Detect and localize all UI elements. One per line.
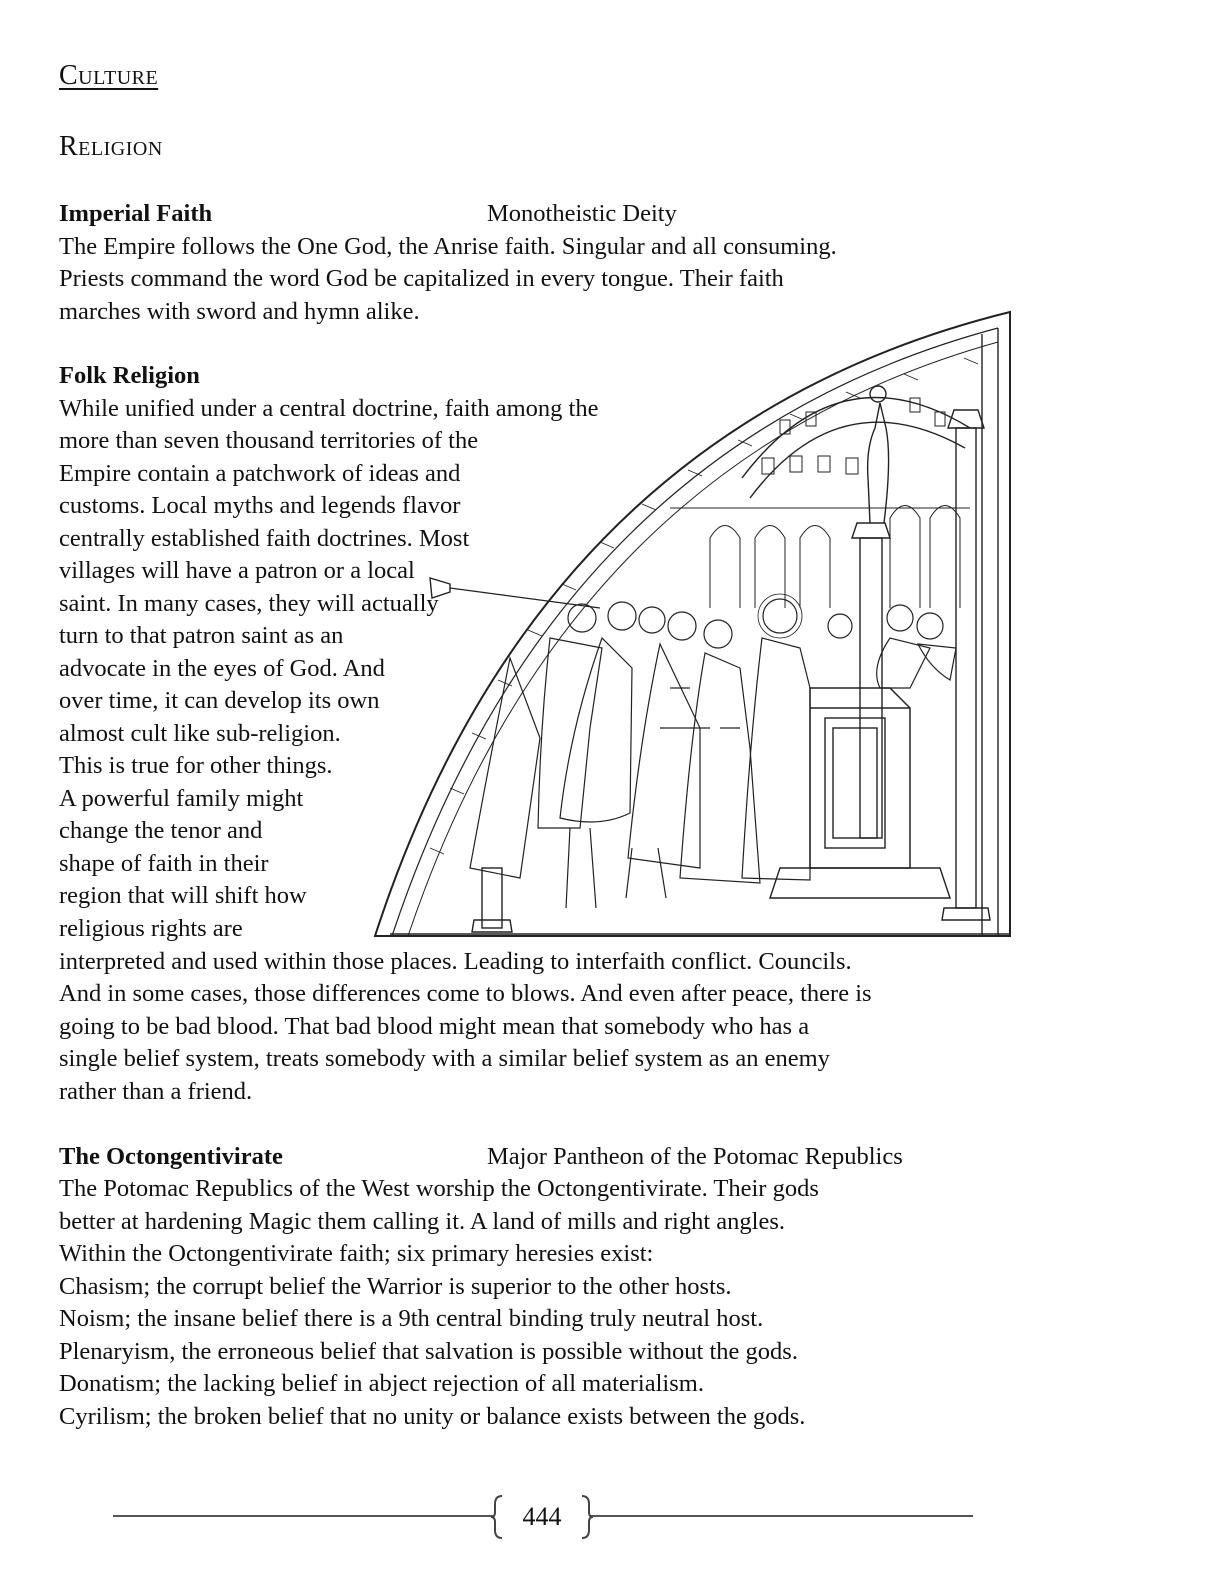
body-line: marches with sword and hymn alike. [59, 298, 420, 325]
body-line: Plenaryism, the erroneous belief that salvation is possible without the gods. [59, 1338, 798, 1365]
body-line: The Empire follows the One God, the Anrise faith. Singular and all consuming. [59, 233, 837, 260]
body-line: Cyrilism; the broken belief that no unity or balance exists between the gods. [59, 1403, 806, 1430]
body-line: region that will shift how [59, 882, 307, 909]
body-line: change the tenor and [59, 817, 263, 844]
body-line: better at hardening Magic them calling it. A land of mills and right angles. [59, 1208, 785, 1235]
body-line: rather than a friend. [59, 1078, 253, 1105]
octongentivirate-tag: Major Pantheon of the Potomac Republics [487, 1143, 903, 1170]
body-line: single belief system, treats somebody with a similar belief system as an enemy [59, 1045, 830, 1072]
body-line: interpreted and used within those places. Leading to interfaith conflict. Councils. [59, 948, 852, 975]
body-line: going to be bad blood. That bad blood might mean that somebody who has a [59, 1013, 810, 1040]
section-title: Culture [59, 60, 159, 91]
page-number: 444 [522, 1502, 562, 1531]
body-line: A powerful family might [59, 785, 304, 812]
body-line: shape of faith in their [59, 850, 269, 877]
octongentivirate-heading: The Octongentivirate [59, 1143, 283, 1170]
body-line: more than seven thousand territories of the [59, 427, 479, 454]
footer-rule-right [590, 1515, 973, 1517]
body-line: Within the Octongentivirate faith; six primary heresies exist: [59, 1240, 654, 1267]
body-line: Donatism; the lacking belief in abject rejection of all materialism. [59, 1370, 704, 1397]
body-line: Empire contain a patchwork of ideas and [59, 460, 461, 487]
body-line: almost cult like sub-religion. [59, 720, 341, 747]
body-line: While unified under a central doctrine, faith among the [59, 395, 599, 422]
body-line: And in some cases, those differences come to blows. And even after peace, there is [59, 980, 872, 1007]
right-brace-icon [580, 1494, 594, 1540]
body-line: Chasism; the corrupt belief the Warrior is superior to the other hosts. [59, 1273, 732, 1300]
subsection-title: Religion [59, 131, 163, 162]
imperial-faith-tag: Monotheistic Deity [487, 200, 677, 227]
body-line: Priests command the word God be capitalized in every tongue. Their faith [59, 265, 784, 292]
body-line: Noism; the insane belief there is a 9th central binding truly neutral host. [59, 1305, 764, 1332]
body-line: villages will have a patron or a local [59, 557, 415, 584]
folk-religion-heading: Folk Religion [59, 362, 200, 389]
footer-rule-left [113, 1515, 494, 1517]
body-line: centrally established faith doctrines. Most [59, 525, 470, 552]
imperial-faith-heading: Imperial Faith [59, 200, 213, 227]
body-line: This is true for other things. [59, 752, 333, 779]
body-line: customs. Local myths and legends flavor [59, 492, 461, 519]
body-line: over time, it can develop its own [59, 687, 380, 714]
body-line: turn to that patron saint as an [59, 622, 344, 649]
temple-scene-illustration [370, 308, 1015, 940]
body-line: saint. In many cases, they will actually [59, 590, 439, 617]
body-line: The Potomac Republics of the West worship the Octongentivirate. Their gods [59, 1175, 819, 1202]
body-line: religious rights are [59, 915, 243, 942]
body-line: advocate in the eyes of God. And [59, 655, 385, 682]
